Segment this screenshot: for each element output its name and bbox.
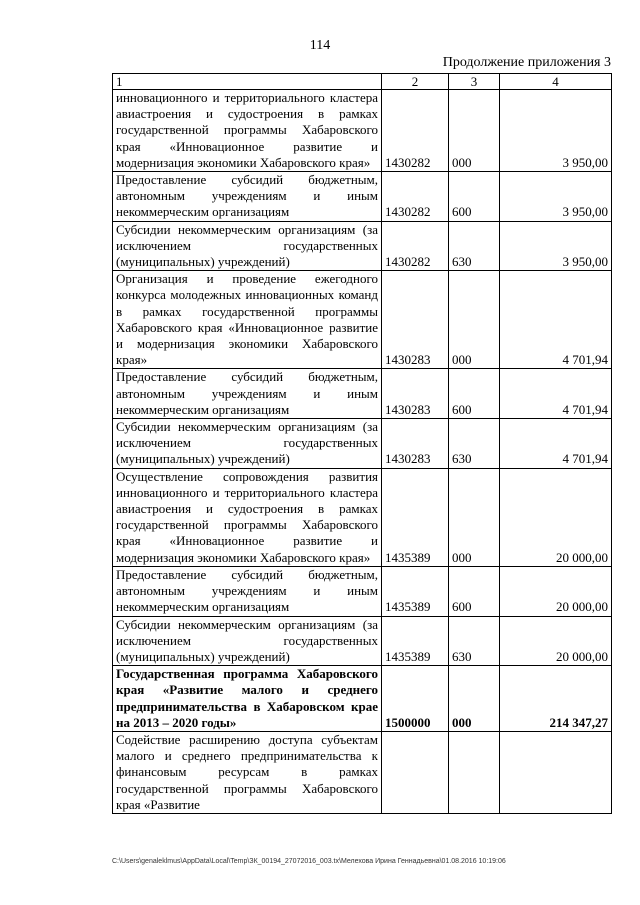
header-col-1: 1 [113,74,382,90]
row-amount: 4 701,94 [500,369,612,419]
row-amount: 20 000,00 [500,468,612,566]
appendix-table [112,73,612,814]
row-target-code: 1430282 [382,90,449,172]
row-description: Содействие расширению доступа субъектам малого и среднего предпринимательства к финансовым ресурсам в рамках государственной программы Хабаровского края «Развитие [113,731,382,813]
table-row [113,419,612,469]
row-expense-type: 630 [449,221,500,271]
continuation-label: Продолжение приложения 3 [442,55,611,70]
row-amount [500,731,612,813]
table-row [113,468,612,566]
row-target-code [382,731,449,813]
row-expense-type: 600 [449,566,500,616]
row-amount: 3 950,00 [500,172,612,222]
row-expense-type: 000 [449,468,500,566]
table-row [113,271,612,369]
row-description: Государственная программа Хабаровского края «Развитие малого и среднего предпринимательства в Хабаровском крае на 2013 – 2020 годы» [113,666,382,732]
row-expense-type: 630 [449,419,500,469]
row-amount: 4 701,94 [500,419,612,469]
table-row [113,172,612,222]
row-expense-type: 000 [449,271,500,369]
header-col-4: 4 [500,74,612,90]
row-description: Организация и проведение ежегодного конкурса молодежных инновационных команд в рамках государственной программы Хабаровского края «Инновационное развитие и модернизация экономики Хабаровского края» [113,271,382,369]
row-amount: 20 000,00 [500,616,612,666]
row-amount: 3 950,00 [500,90,612,172]
row-expense-type: 600 [449,369,500,419]
row-expense-type: 000 [449,90,500,172]
header-col-3: 3 [449,74,500,90]
row-amount: 20 000,00 [500,566,612,616]
row-target-code: 1430283 [382,419,449,469]
row-description: Предоставление субсидий бюджетным, автономным учреждениям и иным некоммерческим организациям [113,172,382,222]
row-description: инновационного и территориального кластера авиастроения и судостроения в рамках государственной программы Хабаровского края «Инновационное развитие и модернизация экономики Хабаровского края» [113,90,382,172]
row-target-code: 1430283 [382,369,449,419]
row-expense-type [449,731,500,813]
row-amount: 3 950,00 [500,221,612,271]
table-row [113,666,612,732]
table-row [113,566,612,616]
row-expense-type: 630 [449,616,500,666]
row-description: Предоставление субсидий бюджетным, автономным учреждениям и иным некоммерческим организациям [113,369,382,419]
row-description: Осуществление сопровождения развития инновационного и территориального кластера авиастроения и судостроения в рамках государственной программы Хабаровского края «Инновационное развитие и модернизация экономики Хабаровского края» [113,468,382,566]
table-row [113,369,612,419]
document-path-footer: C:\Users\genaleklmus\AppData\Local\Temp\ЗК_00194_27072016_003.tx\Мелехова Ирина Геннадьевна\01.08.2016 10:19:06 [112,858,506,865]
row-amount: 4 701,94 [500,271,612,369]
row-description: Субсидии некоммерческим организациям (за исключением государственных (муниципальных) учреждений) [113,419,382,469]
row-target-code: 1435389 [382,566,449,616]
row-target-code: 1435389 [382,468,449,566]
row-target-code: 1430283 [382,271,449,369]
row-target-code: 1430282 [382,221,449,271]
row-description: Субсидии некоммерческим организациям (за исключением государственных (муниципальных) учреждений) [113,221,382,271]
row-description: Предоставление субсидий бюджетным, автономным учреждениям и иным некоммерческим организациям [113,566,382,616]
row-expense-type: 000 [449,666,500,732]
table-row [113,616,612,666]
row-target-code: 1435389 [382,616,449,666]
page-number: 114 [309,38,331,53]
row-target-code: 1430282 [382,172,449,222]
table-row [113,731,612,813]
header-col-2: 2 [382,74,449,90]
row-amount: 214 347,27 [500,666,612,732]
table-header-row [113,74,612,90]
table-row [113,221,612,271]
row-expense-type: 600 [449,172,500,222]
row-target-code: 1500000 [382,666,449,732]
table-row [113,90,612,172]
row-description: Субсидии некоммерческим организациям (за исключением государственных (муниципальных) учреждений) [113,616,382,666]
